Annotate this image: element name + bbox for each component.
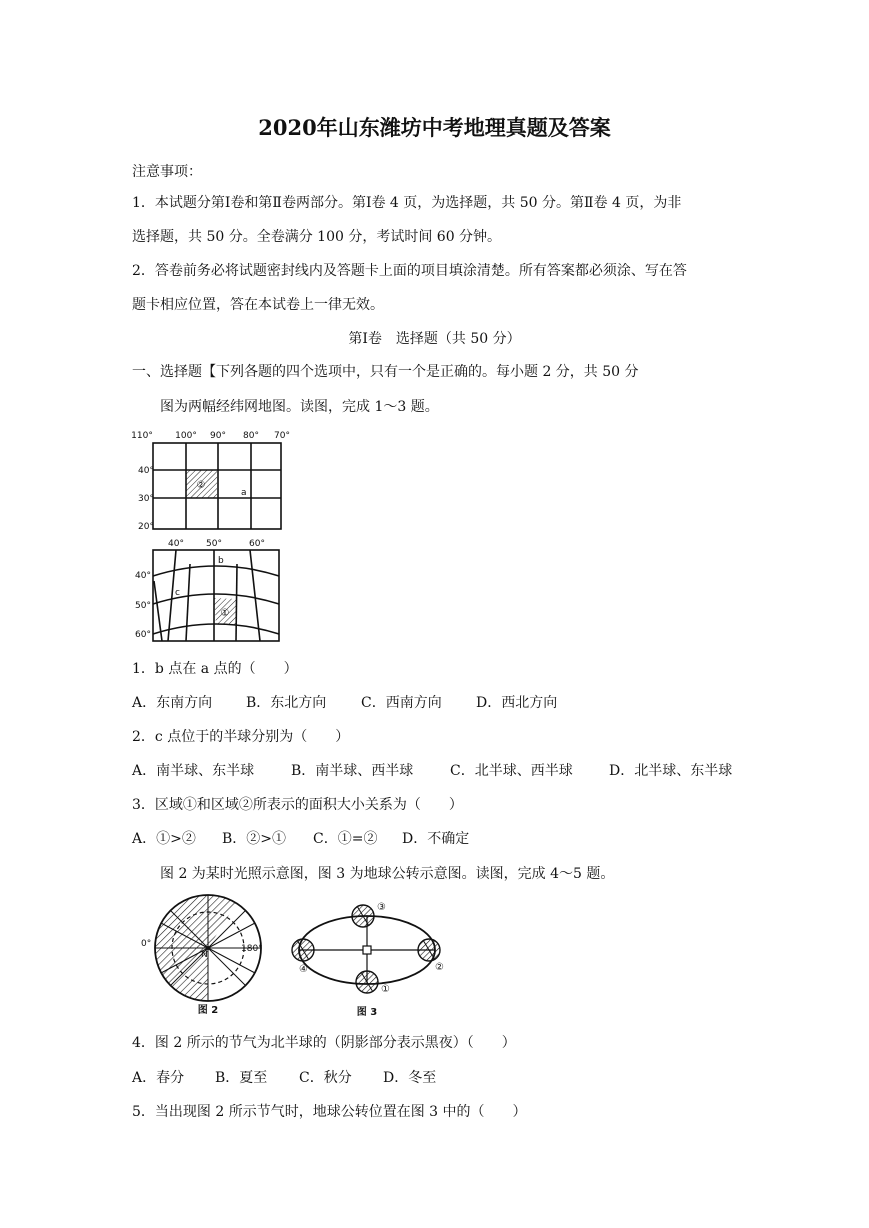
position-marker: ④ (299, 964, 308, 975)
graticule-map-2 (130, 536, 290, 644)
note-line: 选择题，共 50 分。全卷满分 100 分，考试时间 60 分钟。 (132, 229, 502, 245)
lon-label: 110° (131, 431, 153, 441)
lat-label: 40° (138, 466, 154, 476)
point-b-label: b (218, 556, 224, 566)
region-label: ② (196, 480, 206, 491)
lon-label: 70° (274, 431, 290, 441)
position-marker: ① (381, 984, 390, 995)
lat-label: 50° (135, 601, 151, 611)
earth-right-icon (418, 939, 440, 961)
note-line: 1．本试题分第Ⅰ卷和第Ⅱ卷两部分。第Ⅰ卷 4 页，为选择题，共 50 分。第Ⅱ卷 4 页，为非 (132, 195, 682, 211)
question-stem: 1．b 点在 a 点的（ ） (132, 661, 298, 677)
option-d[interactable]: D．不确定 (402, 831, 470, 847)
lon-label: 80° (243, 431, 259, 441)
question-stem: 2．c 点位于的半球分别为（ ） (132, 729, 350, 745)
option-a[interactable]: A．春分 (132, 1070, 185, 1086)
note-line: 2．答卷前务必将试题密封线内及答题卡上面的项目填涂清楚。所有答案都必须涂、写在答 (132, 263, 687, 279)
orbit-figure (285, 898, 455, 1020)
lat-label: 20° (138, 522, 154, 532)
option-b[interactable]: B．夏至 (215, 1070, 268, 1086)
option-a[interactable]: A．南半球、东半球 (132, 763, 255, 779)
earth-top-icon (352, 905, 374, 927)
question-stem: 3．区域①和区域②所表示的面积大小关系为（ ） (132, 797, 463, 813)
lon-label: 40° (168, 539, 184, 549)
graticule-map-1 (130, 428, 300, 536)
option-c[interactable]: C．西南方向 (361, 695, 442, 711)
region-label: ① (220, 608, 230, 619)
notice-heading: 注意事项： (132, 164, 202, 180)
option-c[interactable]: C．北半球、西半球 (450, 763, 573, 779)
option-a[interactable]: A．①>② (132, 831, 196, 847)
label-0-degree: 0° (141, 939, 152, 949)
lon-label: 90° (210, 431, 226, 441)
option-b[interactable]: B．南半球、西半球 (291, 763, 414, 779)
option-b[interactable]: B．东北方向 (246, 695, 327, 711)
point-a-label: a (241, 488, 247, 498)
question-stem: 5．当出现图 2 所示节气时，地球公转位置在图 3 中的（ ） (132, 1104, 527, 1120)
option-a[interactable]: A．东南方向 (132, 695, 213, 711)
page-title: 2020年山东潍坊中考地理真题及答案 (258, 115, 611, 140)
question-intro: 图 2 为某时光照示意图，图 3 为地球公转示意图。读图，完成 4～5 题。 (160, 866, 615, 882)
illumination-figure (138, 893, 268, 1015)
note-line: 题卡相应位置，答在本试卷上一律无效。 (132, 297, 384, 313)
lon-label: 60° (249, 539, 265, 549)
option-d[interactable]: D．冬至 (383, 1070, 437, 1086)
point-c-label: c (175, 588, 180, 598)
figure-caption: 图 2 (197, 1005, 219, 1015)
label-180-degree: 180° (241, 944, 263, 954)
position-marker: ③ (377, 902, 386, 913)
earth-left-icon (292, 939, 314, 961)
question-stem: 4．图 2 所示的节气为北半球的（阴影部分表示黑夜）（ ） (132, 1035, 516, 1051)
part-heading: 一、选择题【下列各题的四个选项中，只有一个是正确的。每小题 2 分，共 50 分 (132, 364, 639, 380)
label-north: N (201, 950, 208, 960)
option-d[interactable]: D．西北方向 (476, 695, 558, 711)
section-title: 第Ⅰ卷 选择题（共 50 分） (348, 331, 521, 347)
lon-label: 100° (175, 431, 197, 441)
option-d[interactable]: D．北半球、东半球 (609, 763, 733, 779)
option-c[interactable]: C．秋分 (299, 1070, 352, 1086)
lat-label: 30° (138, 494, 154, 504)
option-c[interactable]: C．①=② (313, 831, 378, 847)
lat-label: 60° (135, 630, 151, 640)
lon-label: 50° (206, 539, 222, 549)
question-intro: 图为两幅经纬网地图。读图，完成 1～3 题。 (160, 399, 439, 415)
option-b[interactable]: B．②>① (222, 831, 287, 847)
earth-bottom-icon (356, 971, 378, 993)
position-marker: ② (435, 962, 444, 973)
figure-caption: 图 3 (356, 1007, 378, 1018)
lat-label: 40° (135, 571, 151, 581)
